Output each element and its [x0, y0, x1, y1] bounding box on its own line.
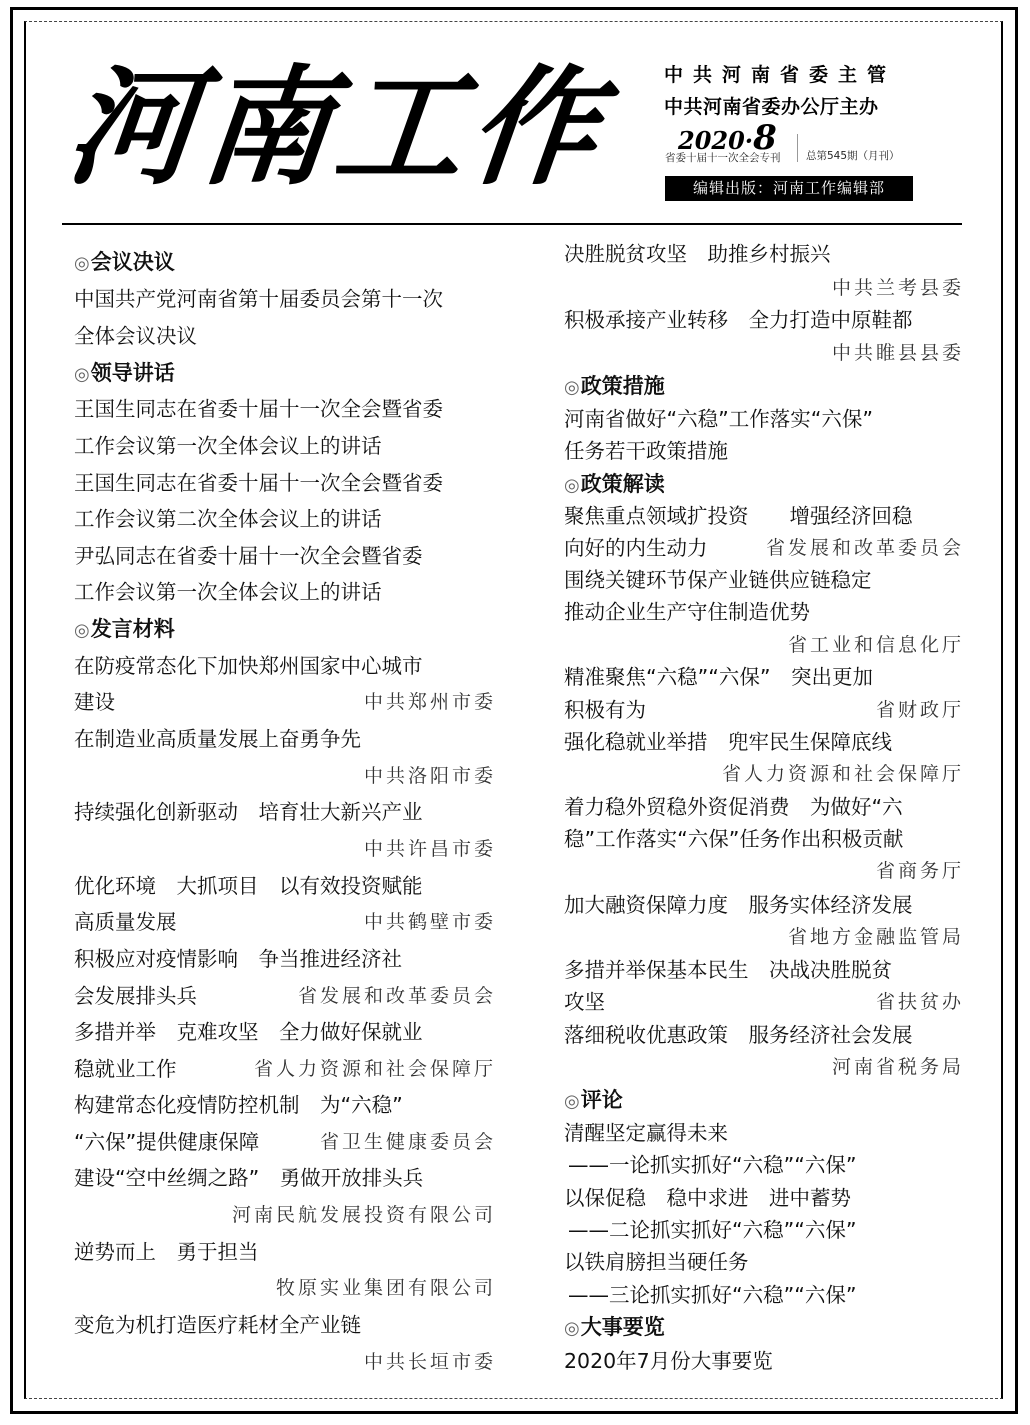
toc-entry-line[interactable]: 在制造业高质量发展上奋勇争先 — [74, 727, 361, 751]
toc-entry-line[interactable]: 河南省做好“六稳”工作落实“六保” — [564, 407, 873, 431]
toc-entry-line[interactable]: 多措并举 克难攻坚 全力做好保就业 — [74, 1020, 423, 1044]
section-heading: ◎发言材料 — [74, 616, 175, 641]
issue-dot: · — [744, 126, 754, 155]
author-label: 中共郑州市委 — [363, 691, 496, 713]
toc-entry-line[interactable]: 持续强化创新驱动 培育壮大新兴产业 — [74, 800, 423, 824]
section-heading: ◎大事要览 — [564, 1314, 665, 1339]
toc-entry-line[interactable]: 落细税收优惠政策 服务经济社会发展 — [564, 1023, 913, 1047]
toc-entry-line[interactable]: 王国生同志在省委十届十一次全会暨省委 — [74, 397, 443, 421]
author-label: 中共长垣市委 — [363, 1351, 496, 1373]
toc-entry-line[interactable]: 构建常态化疫情防控机制 为“六稳” — [74, 1093, 403, 1117]
toc-entry-line[interactable]: 稳”工作落实“六保”任务作出积极贡献 — [564, 827, 904, 851]
toc-entry-line[interactable]: 建设 — [74, 690, 115, 714]
toc-entry-line[interactable]: 聚焦重点领域扩投资 增强经济回稳 — [564, 504, 913, 528]
author-label: 中共睢县县委 — [831, 342, 964, 364]
section-heading: ◎政策解读 — [564, 471, 665, 496]
author-label: 河南民航发展投资有限公司 — [231, 1204, 496, 1226]
section-heading: ◎评论 — [564, 1087, 623, 1112]
toc-entry-line[interactable]: 任务若干政策措施 — [564, 439, 728, 463]
author-label: 省财政厅 — [875, 699, 964, 721]
toc-entry-line[interactable]: 王国生同志在省委十届十一次全会暨省委 — [74, 471, 443, 495]
special-issue-label: 省委十届十一次全会专刊 — [665, 152, 781, 164]
author-label: 省扶贫办 — [875, 991, 964, 1013]
section-mark-icon: ◎ — [74, 364, 90, 385]
author-label: 省发展和改革委员会 — [297, 985, 496, 1007]
author-label: 省商务厅 — [875, 860, 964, 882]
author-label: 中共兰考县委 — [831, 277, 964, 299]
toc-entry-line[interactable]: 在防疫常态化下加快郑州国家中心城市 — [74, 654, 423, 678]
masthead-divider — [62, 223, 962, 225]
toc-entry-line[interactable]: 以铁肩膀担当硬任务 — [564, 1250, 749, 1274]
author-label: 牧原实业集团有限公司 — [275, 1277, 496, 1299]
section-mark-icon: ◎ — [74, 253, 90, 274]
section-heading: ◎会议决议 — [74, 249, 175, 274]
toc-entry-line[interactable]: 着力稳外贸稳外资促消费 为做好“六 — [564, 795, 903, 819]
toc-entry-line[interactable]: 工作会议第一次全体会议上的讲话 — [74, 434, 382, 458]
toc-entry-line[interactable]: 逆势而上 勇于担当 — [74, 1240, 259, 1264]
toc-entry-line[interactable]: 积极有为 — [564, 698, 646, 722]
author-label: 省工业和信息化厅 — [787, 634, 964, 656]
toc-entry-line[interactable]: 精准聚焦“六稳”“六保” 突出更加 — [564, 665, 873, 689]
toc-entry-line[interactable]: 中国共产党河南省第十届委员会第十一次 — [74, 287, 443, 311]
inner-page-border — [24, 21, 1003, 1399]
section-mark-icon: ◎ — [564, 475, 580, 496]
masthead-title: 河南工作 — [60, 53, 612, 203]
editor-banner: 编辑出版：河南工作编辑部 — [665, 176, 913, 201]
toc-entry-line[interactable]: 积极承接产业转移 全力打造中原鞋都 — [564, 308, 913, 332]
author-label: 省地方金融监管局 — [787, 926, 964, 948]
toc-entry-line[interactable]: 加大融资保障力度 服务实体经济发展 — [564, 893, 913, 917]
toc-entry-line[interactable]: 尹弘同志在省委十届十一次全会暨省委 — [74, 544, 423, 568]
toc-entry-line[interactable]: 工作会议第一次全体会议上的讲话 — [74, 580, 382, 604]
author-label: 河南省税务局 — [831, 1056, 964, 1078]
toc-entry-line[interactable]: 以保促稳 稳中求进 进中蓄势 — [564, 1186, 851, 1210]
author-label: 省发展和改革委员会 — [765, 537, 964, 559]
toc-entry-line[interactable]: 全体会议决议 — [74, 324, 197, 348]
section-mark-icon: ◎ — [74, 620, 90, 641]
section-heading: ◎领导讲话 — [74, 360, 175, 385]
section-mark-icon: ◎ — [564, 1318, 580, 1339]
toc-entry-subtitle[interactable]: ——一论抓实抓好“六稳”“六保” — [568, 1153, 857, 1177]
toc-entry-subtitle[interactable]: ——三论抓实抓好“六稳”“六保” — [568, 1283, 857, 1307]
toc-entry-line[interactable]: 推动企业生产守住制造优势 — [564, 600, 810, 624]
author-label: 省人力资源和社会保障厅 — [721, 763, 964, 785]
toc-entry-line[interactable]: 向好的内生动力 — [564, 536, 708, 560]
total-issue-label: 总第545期（月刊） — [806, 150, 900, 162]
toc-entry-line[interactable]: 优化环境 大抓项目 以有效投资赋能 — [74, 874, 423, 898]
toc-entry-line[interactable]: “六保”提供健康保障 — [74, 1130, 260, 1154]
toc-entry-line[interactable]: 围绕关键环节保产业链供应链稳定 — [564, 568, 872, 592]
toc-entry-subtitle[interactable]: ——二论抓实抓好“六稳”“六保” — [568, 1218, 857, 1242]
toc-entry-line[interactable]: 稳就业工作 — [74, 1057, 177, 1081]
toc-entry-line[interactable]: 强化稳就业举措 兜牢民生保障底线 — [564, 730, 892, 754]
author-label: 省卫生健康委员会 — [319, 1131, 496, 1153]
author-label: 省人力资源和社会保障厅 — [253, 1058, 496, 1080]
section-heading: ◎政策措施 — [564, 373, 665, 398]
toc-entry-line[interactable]: 清醒坚定赢得未来 — [564, 1121, 728, 1145]
toc-entry-line[interactable]: 决胜脱贫攻坚 助推乡村振兴 — [564, 242, 831, 266]
section-mark-icon: ◎ — [564, 377, 580, 398]
toc-entry-line[interactable]: 工作会议第二次全体会议上的讲话 — [74, 507, 382, 531]
issue-separator — [797, 134, 798, 162]
author-label: 中共许昌市委 — [363, 838, 496, 860]
toc-entry-line[interactable]: 攻坚 — [564, 990, 605, 1014]
section-mark-icon: ◎ — [564, 1091, 580, 1112]
author-label: 中共洛阳市委 — [363, 765, 496, 787]
toc-entry-line[interactable]: 会发展排头兵 — [74, 984, 197, 1008]
author-label: 中共鹤壁市委 — [363, 911, 496, 933]
issue-year: 2020 — [678, 126, 745, 155]
supervisor-line: 中共河南省委主管 — [664, 64, 897, 86]
toc-entry-line[interactable]: 积极应对疫情影响 争当推进经济社 — [74, 947, 402, 971]
toc-entry-line[interactable]: 2020年7月份大事要览 — [564, 1349, 773, 1373]
toc-entry-line[interactable]: 多措并举保基本民生 决战决胜脱贫 — [564, 958, 892, 982]
sponsor-line: 中共河南省委办公厅主办 — [664, 96, 879, 118]
toc-entry-line[interactable]: 建设“空中丝绸之路” 勇做开放排头兵 — [74, 1166, 424, 1190]
toc-entry-line[interactable]: 高质量发展 — [74, 910, 177, 934]
toc-entry-line[interactable]: 变危为机打造医疗耗材全产业链 — [74, 1313, 361, 1337]
issue-no: 8 — [753, 118, 777, 158]
